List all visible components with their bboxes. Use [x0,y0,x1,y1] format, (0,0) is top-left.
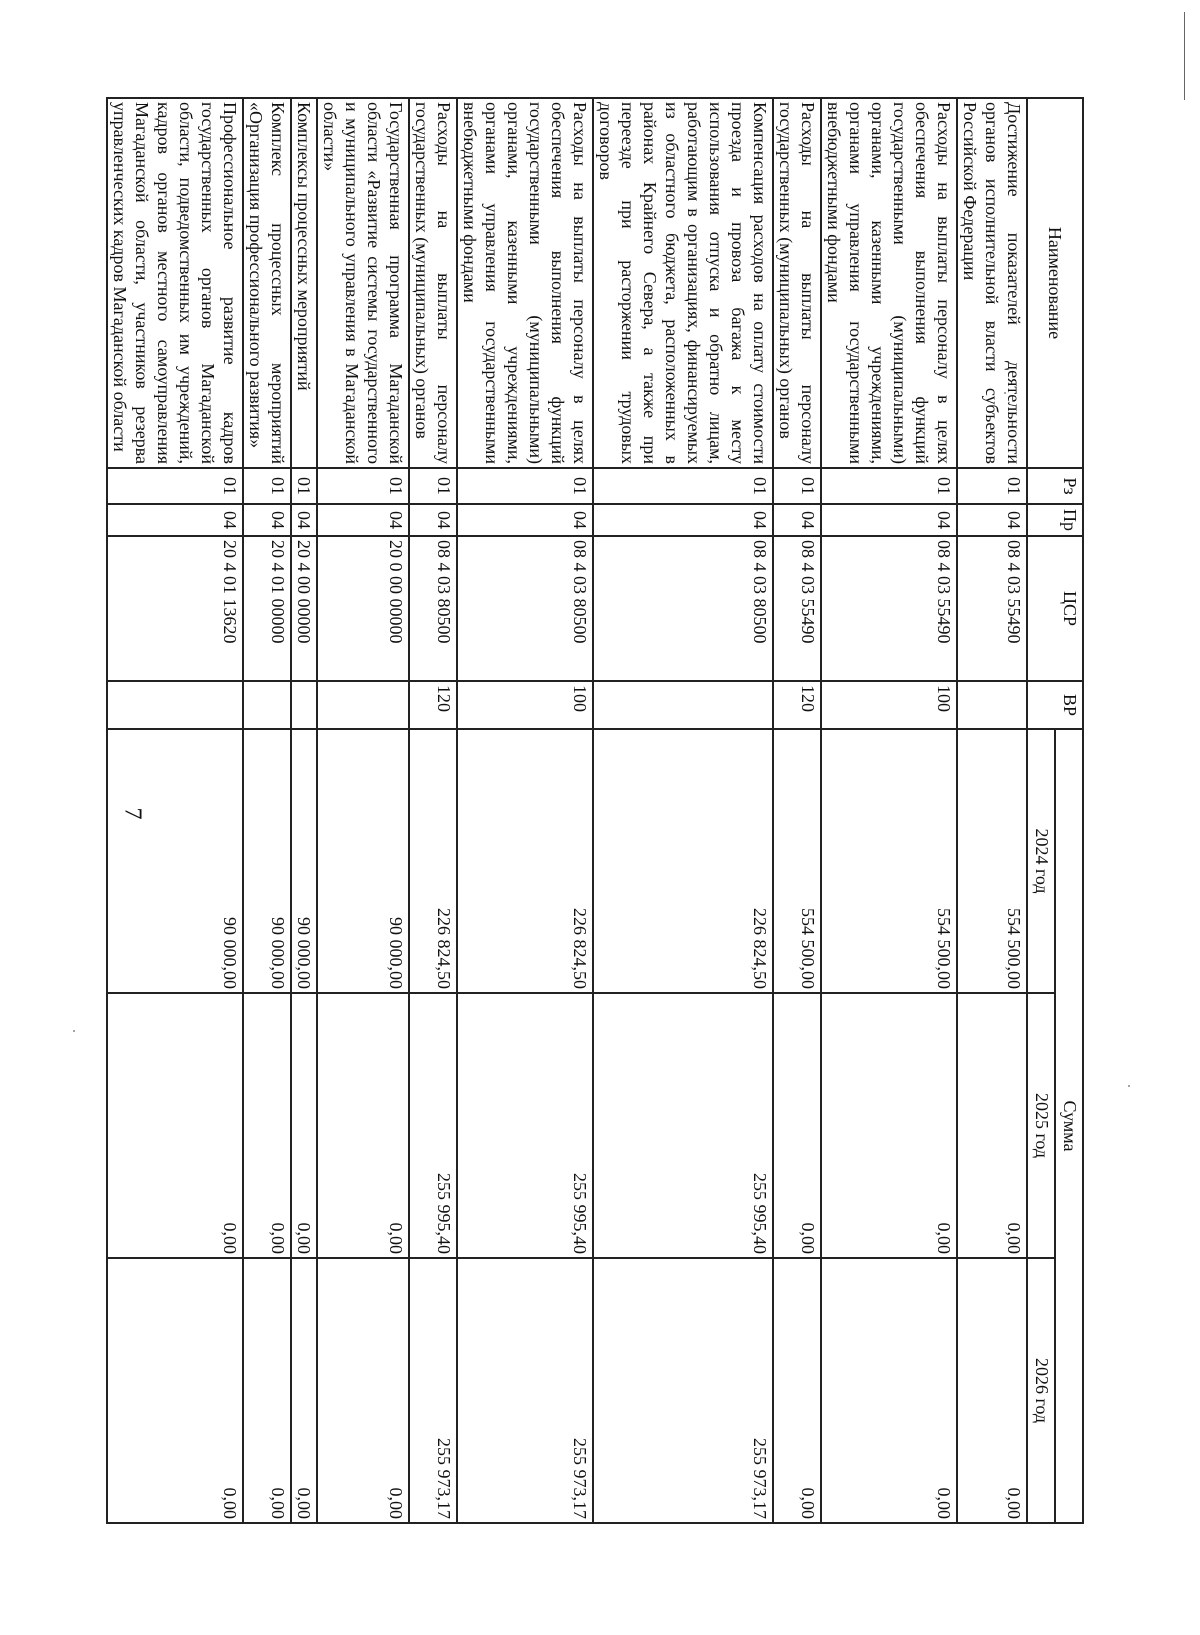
row-csr: 08 4 03 80500 [593,536,773,681]
row-2025: 255 995,40 [593,993,773,1258]
row-2024: 226 824,50 [593,729,773,993]
row-pr: 04 [107,504,243,536]
table-row [773,98,821,1523]
row-2026: 0,00 [107,1258,243,1523]
row-2025: 0,00 [107,993,243,1258]
row-2025: 255 995,40 [457,993,593,1258]
row-name: Расходы на выплаты персоналу государственных (муниципальных) органов [773,98,821,468]
row-rz: 01 [291,468,317,504]
row-csr: 20 4 01 13620 [107,536,243,681]
table-row [957,98,1027,1523]
row-2025: 0,00 [243,993,291,1258]
row-rz: 01 [457,468,593,504]
row-2025: 0,00 [773,993,821,1258]
row-csr: 20 0 00 00000 [317,536,409,681]
row-2026: 0,00 [243,1258,291,1523]
row-name: Достижение показателей деятельности органов исполнительной власти субъектов Российской Федерации [957,98,1027,468]
row-name: Государственная программа Магаданской области «Развитие системы государственного и муниципального управления в Магаданской области» [317,98,409,468]
row-pr: 04 [243,504,291,536]
row-2026: 255 973,17 [409,1258,457,1523]
row-2025: 0,00 [957,993,1027,1258]
row-2026: 0,00 [291,1258,317,1523]
header-vr: ВР [1027,681,1083,729]
row-rz: 01 [409,468,457,504]
rotated-table-wrapper [110,97,1084,1522]
header-2024: 2024 год [1027,729,1055,993]
row-pr: 04 [773,504,821,536]
header-sum: Сумма [1055,729,1083,1523]
row-vr [243,681,291,729]
page-number: 7 [119,807,146,820]
row-2025: 0,00 [291,993,317,1258]
row-2024: 90 000,00 [317,729,409,993]
row-pr: 04 [593,504,773,536]
row-2025: 0,00 [317,993,409,1258]
row-2024: 90 000,00 [107,729,243,993]
row-rz: 01 [107,468,243,504]
row-2025: 255 995,40 [409,993,457,1258]
row-name: Расходы на выплаты персоналу в целях обеспечения выполнения функций государственными (муниципальными) органами, казенными учреждениями, органами управления государственными внебюджетными фондами [457,98,593,468]
header-pr: Пр [1027,504,1083,536]
row-vr [957,681,1027,729]
table-row [593,98,773,1523]
row-2026: 0,00 [821,1258,957,1523]
row-2024: 90 000,00 [243,729,291,993]
table-row [107,98,243,1523]
row-csr: 08 4 03 80500 [409,536,457,681]
scan-speck [73,1030,75,1032]
row-csr: 08 4 03 55490 [773,536,821,681]
row-name: Комплекс процессных мероприятий «Организация профессионального развития» [243,98,291,468]
row-2024: 554 500,00 [957,729,1027,993]
row-pr: 04 [821,504,957,536]
row-2026: 0,00 [957,1258,1027,1523]
row-rz: 01 [957,468,1027,504]
row-pr: 04 [317,504,409,536]
row-vr: 100 [457,681,593,729]
row-vr [107,681,243,729]
row-rz: 01 [593,468,773,504]
budget-table [106,97,1084,1524]
row-rz: 01 [773,468,821,504]
header-rz: Рз [1027,468,1083,504]
row-2026: 0,00 [317,1258,409,1523]
scan-speck [1128,1085,1130,1087]
header-row [1055,98,1083,1523]
table-row [409,98,457,1523]
header-csr: ЦСР [1027,536,1083,681]
row-vr: 120 [773,681,821,729]
row-rz: 01 [243,468,291,504]
row-rz: 01 [821,468,957,504]
row-csr: 20 4 00 00000 [291,536,317,681]
row-name: Профессиональное развитие кадров государственных органов Магаданской области, подведомственных им учреждений, кадров органов местного самоуправления Магаданской области, участников резерва управленческих кадров Магаданской области [107,98,243,468]
row-vr [317,681,409,729]
row-csr: 20 4 01 00000 [243,536,291,681]
row-name: Комплексы процессных мероприятий [291,98,317,468]
row-pr: 04 [957,504,1027,536]
row-name: Компенсация расходов на оплату стоимости проезда и провоза багажа к месту использования отпуска и обратно лицам, работающим в организациях, финансируемых из областного бюджета, расположенных в районах Крайнего Севера, а также при переезде при расторжении трудовых договоров [593,98,773,468]
row-2026: 255 973,17 [593,1258,773,1523]
row-csr: 08 4 03 55490 [821,536,957,681]
row-vr: 100 [821,681,957,729]
row-rz: 01 [317,468,409,504]
row-vr [593,681,773,729]
row-2026: 255 973,17 [457,1258,593,1523]
row-vr [291,681,317,729]
table-row [821,98,957,1523]
row-2024: 554 500,00 [821,729,957,993]
row-csr: 08 4 03 55490 [957,536,1027,681]
header-2025: 2025 год [1027,993,1055,1258]
table-row [291,98,317,1523]
row-2024: 554 500,00 [773,729,821,993]
row-name: Расходы на выплаты персоналу в целях обеспечения выполнения функций государственными (муниципальными) органами, казенными учреждениями, органами управления государственными внебюджетными фондами [821,98,957,468]
row-csr: 08 4 03 80500 [457,536,593,681]
row-2024: 90 000,00 [291,729,317,993]
header-2026: 2026 год [1027,1258,1055,1523]
row-pr: 04 [457,504,593,536]
table-row [243,98,291,1523]
row-pr: 04 [291,504,317,536]
margin-rule [1184,12,1185,100]
table-row [317,98,409,1523]
table-row [457,98,593,1523]
row-2026: 0,00 [773,1258,821,1523]
row-2024: 226 824,50 [409,729,457,993]
row-name: Расходы на выплаты персоналу государственных (муниципальных) органов [409,98,457,468]
row-vr: 120 [409,681,457,729]
row-2024: 226 824,50 [457,729,593,993]
row-pr: 04 [409,504,457,536]
header-name: Наименование [1027,98,1083,468]
row-2025: 0,00 [821,993,957,1258]
